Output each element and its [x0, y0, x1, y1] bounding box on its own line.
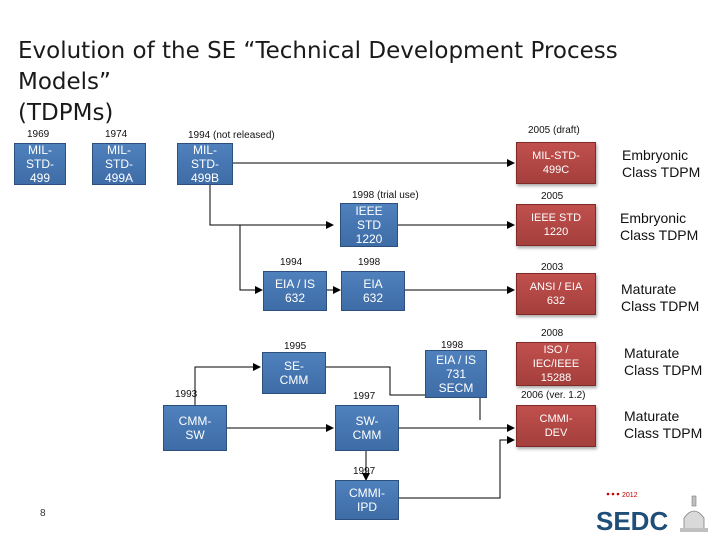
year-label-1998-trial: 1998 (trial use): [352, 190, 419, 201]
link-499b-eia632-1994: [240, 225, 262, 290]
title-line-1: Evolution of the SE “Technical Development Process Models”: [18, 38, 618, 95]
svg-text:SEDC: SEDC: [596, 506, 669, 536]
page-number: 8: [40, 508, 46, 519]
title-line-2: (TDPMs): [18, 100, 114, 126]
year-label-2008: 2008: [541, 328, 564, 339]
year-label-1998-eia731: 1998: [441, 340, 464, 351]
box-eia-632: EIA 632: [341, 271, 405, 311]
box-cmmi-dev: CMMI- DEV: [516, 405, 596, 447]
capitol-dome-icon: [680, 496, 708, 532]
class-label-maturate-1: Maturate Class TDPM: [621, 281, 700, 314]
year-label-1998-eia632: 1998: [358, 257, 381, 268]
link-cmmiipd-cmmidev: [399, 440, 514, 498]
box-se-cmm: SE- CMM: [262, 352, 326, 394]
box-cmmi-ipd: CMMI- IPD: [335, 480, 399, 520]
box-cmm-sw: CMM- SW: [163, 405, 227, 451]
year-label-1969: 1969: [27, 129, 50, 140]
box-ieee-std-1220-trial: IEEE STD 1220: [340, 203, 398, 247]
box-ansi-eia-632: ANSI / EIA 632: [516, 273, 596, 315]
class-label-maturate-3: Maturate Class TDPM: [624, 408, 703, 441]
box-mil-std-499: MIL- STD- 499: [14, 143, 66, 185]
class-label-embryonic-1: Embryonic Class TDPM: [622, 147, 701, 180]
box-eia-is-632: EIA / IS 632: [263, 271, 327, 311]
box-mil-std-499c: MIL-STD- 499C: [516, 142, 596, 184]
logo-stars-icon: [607, 493, 620, 496]
class-label-maturate-2: Maturate Class TDPM: [624, 345, 703, 378]
year-label-1997-cmmiipd: 1997: [353, 466, 376, 477]
sedc-logo: [592, 488, 718, 538]
year-label-2005: 2005: [541, 191, 564, 202]
year-label-2005-draft: 2005 (draft): [528, 125, 580, 136]
svg-text:2012: 2012: [622, 492, 638, 499]
year-label-1993: 1993: [175, 389, 198, 400]
year-label-1974: 1974: [105, 129, 128, 140]
class-label-embryonic-2: Embryonic Class TDPM: [620, 210, 699, 243]
link-499b-ieee1220trial: [210, 185, 333, 225]
box-sw-cmm: SW- CMM: [335, 405, 399, 451]
box-ieee-std-1220: IEEE STD 1220: [516, 204, 596, 246]
box-mil-std-499b: MIL- STD- 499B: [177, 143, 233, 185]
link-secmm-eia731: [326, 367, 430, 395]
link-cmmsw-secmm: [195, 367, 260, 405]
year-label-1995: 1995: [284, 341, 307, 352]
year-label-1994: 1994: [280, 257, 303, 268]
box-eia-is-731: EIA / IS 731 SECM: [425, 350, 487, 398]
box-mil-std-499a: MIL- STD- 499A: [92, 143, 146, 185]
year-label-2003: 2003: [541, 262, 564, 273]
year-label-2006-ver: 2006 (ver. 1.2): [521, 390, 586, 401]
year-label-1997-swcmm: 1997: [353, 391, 376, 402]
year-label-1994-not-released: 1994 (not released): [188, 130, 275, 141]
box-iso-15288: ISO / IEC/IEEE 15288: [516, 342, 596, 386]
